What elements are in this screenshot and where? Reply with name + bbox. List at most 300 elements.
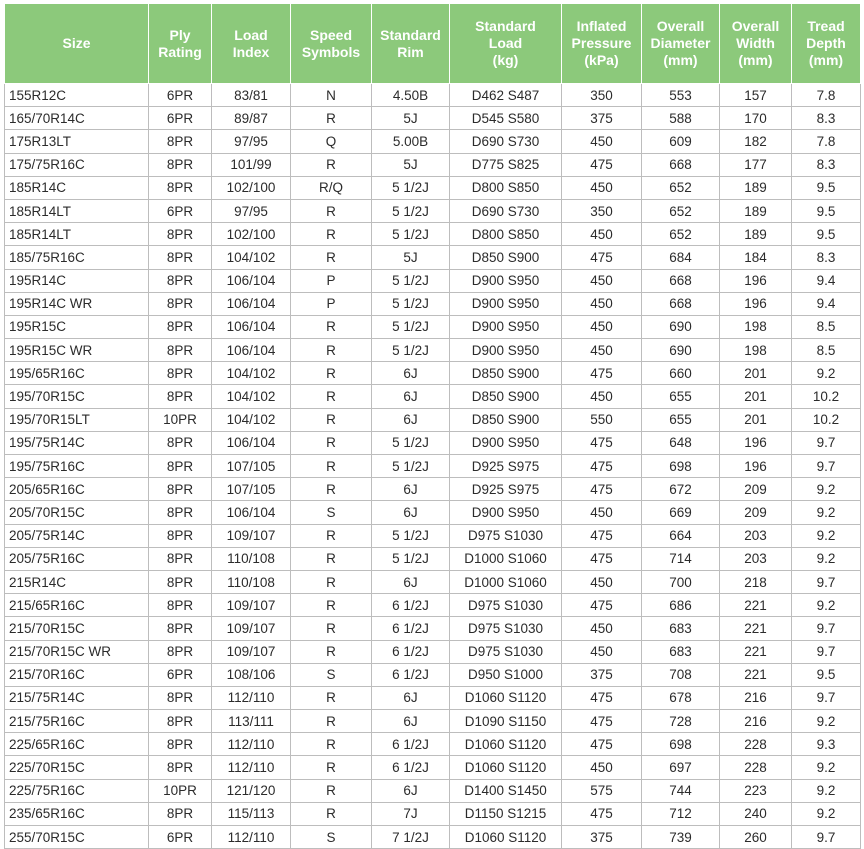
cell-ply-rating: 8PR [149,130,212,153]
cell-overall-width: 196 [720,455,792,478]
cell-overall-width: 201 [720,385,792,408]
cell-ply-rating: 8PR [149,756,212,779]
cell-ply-rating: 8PR [149,153,212,176]
cell-tread-depth: 7.8 [792,130,861,153]
cell-standard-load: D690 S730 [450,199,562,222]
cell-overall-width: 221 [720,617,792,640]
cell-overall-width: 203 [720,547,792,570]
cell-inflated-pressure: 450 [562,339,642,362]
cell-size: 195R14C [5,269,149,292]
cell-size: 205/65R16C [5,478,149,501]
table-row [5,570,861,593]
cell-size: 195R15C [5,315,149,338]
cell-standard-load: D850 S900 [450,246,562,269]
table-row [5,524,861,547]
cell-overall-width: 196 [720,269,792,292]
cell-standard-rim: 5 1/2J [372,431,450,454]
cell-overall-diameter: 652 [642,223,720,246]
cell-standard-rim: 6 1/2J [372,756,450,779]
cell-size: 195R14C WR [5,292,149,315]
cell-standard-rim: 6 1/2J [372,663,450,686]
cell-standard-rim: 5 1/2J [372,223,450,246]
cell-load-index: 109/107 [212,594,291,617]
cell-tread-depth: 9.2 [792,524,861,547]
cell-overall-width: 221 [720,663,792,686]
cell-standard-rim: 5 1/2J [372,176,450,199]
cell-standard-load: D1400 S1450 [450,779,562,802]
cell-standard-rim: 5J [372,153,450,176]
cell-load-index: 104/102 [212,408,291,431]
cell-load-index: 97/95 [212,130,291,153]
table-row [5,130,861,153]
cell-ply-rating: 8PR [149,802,212,825]
cell-overall-width: 221 [720,640,792,663]
cell-overall-width: 216 [720,686,792,709]
cell-tread-depth: 9.2 [792,710,861,733]
cell-inflated-pressure: 450 [562,570,642,593]
cell-overall-diameter: 668 [642,292,720,315]
cell-tread-depth: 9.5 [792,663,861,686]
cell-inflated-pressure: 450 [562,176,642,199]
table-row [5,431,861,454]
cell-size: 195/75R16C [5,455,149,478]
cell-speed-symbol: R [291,455,372,478]
cell-size: 195R15C WR [5,339,149,362]
cell-overall-width: 216 [720,710,792,733]
cell-tread-depth: 9.4 [792,269,861,292]
table-row [5,223,861,246]
cell-ply-rating: 8PR [149,455,212,478]
cell-overall-width: 189 [720,176,792,199]
table-row [5,153,861,176]
cell-overall-diameter: 655 [642,385,720,408]
cell-standard-rim: 6J [372,478,450,501]
cell-overall-width: 201 [720,362,792,385]
cell-speed-symbol: R [291,431,372,454]
cell-ply-rating: 8PR [149,315,212,338]
cell-tread-depth: 10.2 [792,408,861,431]
cell-load-index: 104/102 [212,385,291,408]
cell-load-index: 104/102 [212,362,291,385]
cell-load-index: 107/105 [212,455,291,478]
header-speed-symbols: Speed Symbols [291,4,372,84]
cell-inflated-pressure: 475 [562,455,642,478]
cell-load-index: 112/110 [212,826,291,849]
cell-inflated-pressure: 450 [562,315,642,338]
cell-ply-rating: 8PR [149,710,212,733]
cell-size: 195/65R16C [5,362,149,385]
cell-overall-width: 182 [720,130,792,153]
cell-tread-depth: 9.7 [792,640,861,663]
cell-size: 185R14LT [5,223,149,246]
header-standard-load: Standard Load (kg) [450,4,562,84]
cell-standard-load: D925 S975 [450,455,562,478]
table-row [5,756,861,779]
cell-overall-diameter: 684 [642,246,720,269]
table-row [5,826,861,849]
cell-overall-diameter: 698 [642,733,720,756]
cell-inflated-pressure: 475 [562,802,642,825]
cell-size: 215R14C [5,570,149,593]
cell-standard-load: D950 S1000 [450,663,562,686]
cell-speed-symbol: R [291,524,372,547]
cell-inflated-pressure: 350 [562,84,642,107]
cell-ply-rating: 8PR [149,478,212,501]
cell-standard-rim: 5 1/2J [372,315,450,338]
cell-tread-depth: 9.2 [792,802,861,825]
cell-inflated-pressure: 475 [562,362,642,385]
cell-ply-rating: 8PR [149,594,212,617]
table-row [5,246,861,269]
cell-tread-depth: 9.7 [792,431,861,454]
cell-tread-depth: 8.3 [792,107,861,130]
cell-speed-symbol: Q [291,130,372,153]
cell-tread-depth: 9.2 [792,478,861,501]
cell-standard-rim: 6 1/2J [372,640,450,663]
table-row [5,385,861,408]
cell-ply-rating: 8PR [149,547,212,570]
cell-standard-rim: 4.50B [372,84,450,107]
cell-tread-depth: 7.8 [792,84,861,107]
cell-size: 215/65R16C [5,594,149,617]
table-row [5,663,861,686]
cell-speed-symbol: R [291,478,372,501]
cell-overall-width: 189 [720,199,792,222]
cell-overall-diameter: 700 [642,570,720,593]
cell-overall-width: 203 [720,524,792,547]
table-row [5,408,861,431]
cell-speed-symbol: R [291,802,372,825]
header-ply-rating: Ply Rating [149,4,212,84]
cell-ply-rating: 8PR [149,385,212,408]
cell-speed-symbol: R [291,686,372,709]
table-row [5,640,861,663]
cell-overall-width: 228 [720,733,792,756]
cell-ply-rating: 8PR [149,246,212,269]
cell-speed-symbol: P [291,292,372,315]
cell-tread-depth: 8.3 [792,246,861,269]
cell-overall-diameter: 648 [642,431,720,454]
cell-overall-diameter: 686 [642,594,720,617]
cell-size: 185R14LT [5,199,149,222]
cell-standard-rim: 5 1/2J [372,199,450,222]
cell-overall-diameter: 668 [642,269,720,292]
cell-overall-diameter: 672 [642,478,720,501]
cell-size: 175/75R16C [5,153,149,176]
cell-standard-load: D545 S580 [450,107,562,130]
cell-standard-load: D975 S1030 [450,617,562,640]
cell-size: 155R12C [5,84,149,107]
table-row [5,315,861,338]
cell-inflated-pressure: 450 [562,640,642,663]
cell-inflated-pressure: 375 [562,107,642,130]
cell-overall-diameter: 697 [642,756,720,779]
cell-tread-depth: 8.3 [792,153,861,176]
cell-overall-diameter: 669 [642,501,720,524]
cell-standard-load: D900 S950 [450,339,562,362]
cell-overall-diameter: 652 [642,176,720,199]
cell-tread-depth: 9.7 [792,617,861,640]
cell-ply-rating: 8PR [149,733,212,756]
cell-standard-load: D775 S825 [450,153,562,176]
cell-ply-rating: 8PR [149,292,212,315]
cell-overall-diameter: 690 [642,315,720,338]
cell-load-index: 104/102 [212,246,291,269]
cell-load-index: 101/99 [212,153,291,176]
cell-speed-symbol: R [291,547,372,570]
cell-standard-load: D800 S850 [450,176,562,199]
cell-inflated-pressure: 450 [562,617,642,640]
cell-load-index: 108/106 [212,663,291,686]
cell-speed-symbol: R [291,107,372,130]
cell-size: 195/70R15LT [5,408,149,431]
cell-size: 215/75R16C [5,710,149,733]
cell-standard-load: D1060 S1120 [450,756,562,779]
cell-load-index: 109/107 [212,524,291,547]
cell-standard-load: D900 S950 [450,269,562,292]
cell-inflated-pressure: 350 [562,199,642,222]
cell-speed-symbol: R [291,315,372,338]
cell-inflated-pressure: 450 [562,385,642,408]
cell-tread-depth: 9.2 [792,779,861,802]
cell-speed-symbol: R [291,733,372,756]
header-overall-diameter: Overall Diameter (mm) [642,4,720,84]
table-row [5,594,861,617]
cell-ply-rating: 8PR [149,339,212,362]
cell-size: 225/75R16C [5,779,149,802]
cell-standard-load: D1060 S1120 [450,826,562,849]
cell-standard-load: D800 S850 [450,223,562,246]
cell-overall-width: 209 [720,478,792,501]
cell-speed-symbol: R [291,339,372,362]
cell-tread-depth: 9.3 [792,733,861,756]
cell-standard-load: D975 S1030 [450,524,562,547]
cell-standard-rim: 6J [372,710,450,733]
cell-overall-diameter: 678 [642,686,720,709]
table-row [5,733,861,756]
cell-tread-depth: 9.2 [792,547,861,570]
cell-overall-width: 223 [720,779,792,802]
cell-standard-load: D1090 S1150 [450,710,562,733]
cell-standard-rim: 5 1/2J [372,269,450,292]
cell-inflated-pressure: 450 [562,501,642,524]
header-tread-depth: Tread Depth (mm) [792,4,861,84]
cell-standard-rim: 5 1/2J [372,292,450,315]
cell-standard-rim: 7J [372,802,450,825]
table-row [5,455,861,478]
cell-size: 195/75R14C [5,431,149,454]
cell-standard-rim: 6J [372,570,450,593]
header-inflated-pressure: Inflated Pressure (kPa) [562,4,642,84]
cell-standard-load: D850 S900 [450,362,562,385]
cell-size: 215/75R14C [5,686,149,709]
cell-standard-rim: 6J [372,362,450,385]
cell-ply-rating: 8PR [149,617,212,640]
cell-inflated-pressure: 450 [562,756,642,779]
cell-inflated-pressure: 450 [562,223,642,246]
cell-tread-depth: 9.7 [792,826,861,849]
cell-standard-load: D900 S950 [450,315,562,338]
cell-overall-width: 198 [720,315,792,338]
cell-load-index: 109/107 [212,640,291,663]
cell-standard-rim: 5 1/2J [372,455,450,478]
cell-standard-load: D1060 S1120 [450,733,562,756]
cell-ply-rating: 8PR [149,269,212,292]
cell-tread-depth: 9.2 [792,362,861,385]
cell-size: 205/75R16C [5,547,149,570]
cell-size: 235/65R16C [5,802,149,825]
cell-ply-rating: 8PR [149,640,212,663]
cell-speed-symbol: S [291,826,372,849]
cell-load-index: 106/104 [212,339,291,362]
cell-standard-rim: 6J [372,408,450,431]
cell-overall-diameter: 712 [642,802,720,825]
table-row [5,269,861,292]
cell-ply-rating: 6PR [149,663,212,686]
cell-standard-load: D462 S487 [450,84,562,107]
cell-load-index: 113/111 [212,710,291,733]
cell-size: 215/70R16C [5,663,149,686]
cell-speed-symbol: R [291,710,372,733]
cell-load-index: 110/108 [212,547,291,570]
cell-size: 225/70R15C [5,756,149,779]
table-row [5,84,861,107]
cell-overall-diameter: 668 [642,153,720,176]
cell-inflated-pressure: 375 [562,826,642,849]
cell-overall-diameter: 655 [642,408,720,431]
cell-inflated-pressure: 475 [562,733,642,756]
cell-inflated-pressure: 475 [562,153,642,176]
cell-tread-depth: 9.5 [792,176,861,199]
cell-overall-width: 196 [720,431,792,454]
cell-tread-depth: 9.7 [792,455,861,478]
cell-overall-diameter: 683 [642,617,720,640]
cell-size: 185/75R16C [5,246,149,269]
cell-speed-symbol: R [291,779,372,802]
cell-overall-width: 177 [720,153,792,176]
cell-inflated-pressure: 575 [562,779,642,802]
cell-standard-rim: 5.00B [372,130,450,153]
cell-standard-rim: 5J [372,107,450,130]
cell-size: 225/65R16C [5,733,149,756]
cell-size: 175R13LT [5,130,149,153]
cell-ply-rating: 8PR [149,431,212,454]
cell-tread-depth: 8.5 [792,315,861,338]
cell-ply-rating: 6PR [149,84,212,107]
cell-ply-rating: 10PR [149,779,212,802]
cell-inflated-pressure: 450 [562,269,642,292]
cell-inflated-pressure: 475 [562,524,642,547]
cell-speed-symbol: R [291,153,372,176]
cell-inflated-pressure: 550 [562,408,642,431]
table-row [5,710,861,733]
cell-size: 215/70R15C WR [5,640,149,663]
cell-inflated-pressure: 475 [562,686,642,709]
cell-tread-depth: 9.7 [792,686,861,709]
cell-speed-symbol: R [291,408,372,431]
cell-load-index: 121/120 [212,779,291,802]
cell-standard-rim: 6 1/2J [372,617,450,640]
header-overall-width: Overall Width (mm) [720,4,792,84]
table-row [5,478,861,501]
cell-standard-load: D900 S950 [450,501,562,524]
cell-load-index: 112/110 [212,686,291,709]
header-load-index: Load Index [212,4,291,84]
header-size: Size [5,4,149,84]
cell-overall-width: 218 [720,570,792,593]
cell-standard-rim: 6J [372,686,450,709]
cell-speed-symbol: S [291,663,372,686]
cell-standard-rim: 6J [372,779,450,802]
cell-standard-rim: 6 1/2J [372,594,450,617]
cell-size: 215/70R15C [5,617,149,640]
cell-ply-rating: 8PR [149,570,212,593]
cell-ply-rating: 8PR [149,176,212,199]
cell-speed-symbol: R [291,594,372,617]
cell-speed-symbol: R [291,362,372,385]
cell-overall-diameter: 744 [642,779,720,802]
table-row [5,292,861,315]
table-header [5,4,861,84]
cell-inflated-pressure: 475 [562,478,642,501]
cell-overall-width: 228 [720,756,792,779]
cell-overall-width: 201 [720,408,792,431]
tire-spec-table-wrapper [4,3,860,849]
cell-standard-load: D850 S900 [450,408,562,431]
cell-ply-rating: 8PR [149,362,212,385]
cell-overall-diameter: 739 [642,826,720,849]
cell-overall-diameter: 660 [642,362,720,385]
cell-tread-depth: 8.5 [792,339,861,362]
cell-standard-rim: 6J [372,501,450,524]
cell-inflated-pressure: 375 [562,663,642,686]
cell-tread-depth: 9.7 [792,570,861,593]
table-row [5,617,861,640]
cell-load-index: 110/108 [212,570,291,593]
cell-standard-rim: 6J [372,385,450,408]
cell-tread-depth: 9.5 [792,223,861,246]
cell-inflated-pressure: 475 [562,594,642,617]
cell-size: 255/70R15C [5,826,149,849]
cell-load-index: 106/104 [212,315,291,338]
cell-speed-symbol: N [291,84,372,107]
cell-overall-width: 196 [720,292,792,315]
cell-overall-width: 198 [720,339,792,362]
cell-speed-symbol: R [291,385,372,408]
cell-size: 205/70R15C [5,501,149,524]
cell-overall-width: 184 [720,246,792,269]
cell-tread-depth: 9.2 [792,594,861,617]
cell-overall-width: 260 [720,826,792,849]
cell-overall-diameter: 609 [642,130,720,153]
header-standard-rim: Standard Rim [372,4,450,84]
cell-standard-load: D900 S950 [450,431,562,454]
cell-standard-load: D1000 S1060 [450,547,562,570]
cell-standard-rim: 5J [372,246,450,269]
cell-ply-rating: 10PR [149,408,212,431]
cell-inflated-pressure: 475 [562,710,642,733]
cell-speed-symbol: R [291,570,372,593]
table-row [5,176,861,199]
cell-load-index: 106/104 [212,431,291,454]
cell-standard-rim: 7 1/2J [372,826,450,849]
cell-overall-diameter: 588 [642,107,720,130]
cell-standard-rim: 5 1/2J [372,547,450,570]
cell-overall-diameter: 714 [642,547,720,570]
cell-ply-rating: 6PR [149,199,212,222]
cell-ply-rating: 8PR [149,524,212,547]
table-row [5,362,861,385]
